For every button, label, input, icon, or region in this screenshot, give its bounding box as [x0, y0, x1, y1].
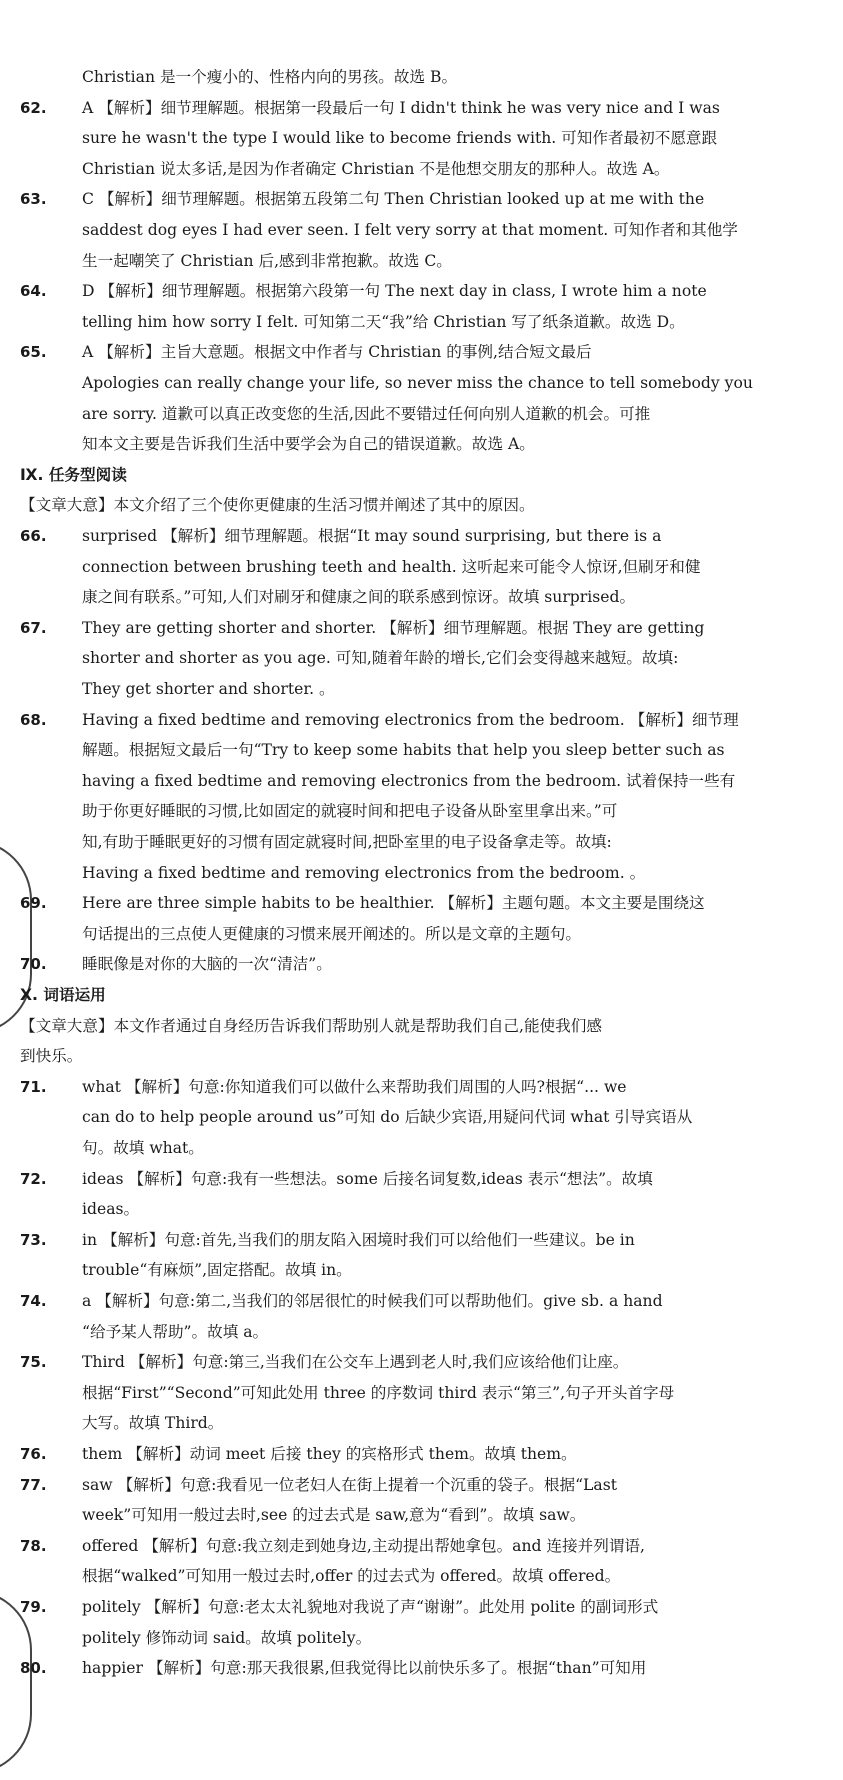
line-text: politely 修饰动词 said。故填 politely。 [82, 1628, 372, 1647]
line-text: 句。故填 what。 [82, 1139, 204, 1157]
line-text: telling him how sorry I felt. 可知第二天“我”给 Christian 写了纸条道歉。故选 D。 [82, 312, 685, 331]
line-text: 【文章大意】本文介绍了三个使你更健康的生活习惯并阐述了其中的原因。 [20, 496, 535, 515]
question-number: 75. [20, 1353, 47, 1372]
question-number: 70. [20, 955, 47, 974]
question-number: 71. [20, 1077, 47, 1096]
line-text: A 【解析】细节理解题。根据第一段最后一句 I didn't think he was very nice and I was [82, 98, 720, 117]
line-text: them 【解析】动词 meet 后接 they 的宾格形式 them。故填 them。 [82, 1445, 577, 1463]
line-text: having a fixed bedtime and removing electronics from the bedroom. 试着保持一些有 [82, 771, 736, 790]
line-text: surprised 【解析】细节理解题。根据“It may sound surprising, but there is a [82, 527, 662, 545]
line-text: 到快乐。 [20, 1047, 83, 1066]
line-text: C 【解析】细节理解题。根据第五段第二句 Then Christian looked up at me with the [82, 190, 705, 209]
line-text: 生一起嘲笑了 Christian 后,感到非常抱歉。故选 C。 [82, 251, 452, 270]
question-number: 69. [20, 894, 47, 913]
line-text: 睡眠像是对你的大脑的一次“清洁”。 [82, 955, 332, 974]
line-text: Ⅸ. 任务型阅读 [20, 465, 127, 484]
line-text: A 【解析】主旨大意题。根据文中作者与 Christian 的事例,结合短文最后 [82, 343, 592, 362]
line-text: happier 【解析】句意:那天我很累,但我觉得比以前快乐多了。根据“than”可知用 [82, 1659, 647, 1678]
line-text: 助于你更好睡眠的习惯,比如固定的就寝时间和把电子设备从卧室里拿出来。”可 [82, 802, 618, 821]
question-number: 67. [20, 618, 47, 637]
line-text: 【文章大意】本文作者通过自身经历告诉我们帮助别人就是帮助我们自己,能使我们感 [20, 1016, 602, 1035]
question-number: 79. [20, 1598, 47, 1616]
question-number: 77. [20, 1475, 47, 1494]
line-text: ideas 【解析】句意:我有一些想法。some 后接名词复数,ideas 表示“想法”。故填 [82, 1169, 653, 1188]
question-number: 72. [20, 1169, 47, 1188]
question-number: 80. [20, 1659, 47, 1678]
line-text: sure he wasn't the type I would like to become friends with. 可知作者最初不愿意跟 [82, 129, 718, 148]
line-text: in 【解析】句意:首先,当我们的朋友陷入困境时我们可以给他们一些建议。be in [82, 1230, 635, 1249]
line-text: connection between brushing teeth and health. 这听起来可能令人惊讶,但刷牙和健 [82, 557, 701, 576]
line-text: what 【解析】句意:你知道我们可以做什么来帮助我们周围的人吗?根据“... we [82, 1077, 627, 1096]
line-text: D 【解析】细节理解题。根据第六段第一句 The next day in class, I wrote him a note [82, 282, 707, 301]
line-text: offered 【解析】句意:我立刻走到她身边,主动提出帮她拿包。and 连接并列谓语, [82, 1536, 645, 1555]
line-text: 解题。根据短文最后一句“Try to keep some habits that help you sleep better such as [82, 741, 725, 760]
line-text: “给予某人帮助”。故填 a。 [82, 1322, 269, 1341]
line-text: can do to help people around us”可知 do 后缺少宾语,用疑问代词 what 引导宾语从 [82, 1108, 693, 1127]
line-text: saddest dog eyes I had ever seen. I felt very sorry at that moment. 可知作者和其他学 [82, 221, 738, 239]
line-text: are sorry. 道歉可以真正改变您的生活,因此不要错过任何向别人道歉的机会。可推 [82, 404, 651, 423]
line-text: 大写。故填 Third。 [82, 1414, 224, 1433]
line-text: politely 【解析】句意:老太太礼貌地对我说了声“谢谢”。此处用 polite 的副词形式 [82, 1598, 659, 1616]
question-number: 76. [20, 1445, 47, 1463]
line-text: ideas。 [82, 1200, 140, 1219]
line-text: Christian 说太多话,是因为作者确定 Christian 不是他想交朋友的那种人。故选 A。 [82, 159, 670, 178]
line-text: They are getting shorter and shorter. 【解析】细节理解题。根据 They are getting [82, 618, 705, 637]
line-text: Having a fixed bedtime and removing electronics from the bedroom. 【解析】细节理 [82, 710, 739, 729]
line-text: shorter and shorter as you age. 可知,随着年龄的增长,它们会变得越来越短。故填: [82, 649, 679, 668]
question-number: 65. [20, 343, 47, 362]
question-number: 78. [20, 1536, 47, 1555]
question-number: 74. [20, 1292, 47, 1310]
line-text: They get shorter and shorter. 。 [82, 680, 335, 698]
question-number: 68. [20, 710, 47, 729]
line-text: Having a fixed bedtime and removing electronics from the bedroom. 。 [82, 863, 646, 882]
question-number: 73. [20, 1230, 47, 1249]
line-text: a 【解析】句意:第二,当我们的邻居很忙的时候我们可以帮助他们。give sb. a hand [82, 1292, 663, 1310]
line-text: 知本文主要是告诉我们生活中要学会为自己的错误道歉。故选 A。 [82, 435, 535, 454]
line-text: Ⅹ. 词语运用 [20, 986, 106, 1004]
line-text: week”可知用一般过去时,see 的过去式是 saw,意为“看到”。故填 saw。 [82, 1506, 586, 1525]
question-number: 64. [20, 282, 47, 301]
question-number: 63. [20, 190, 47, 209]
line-text: Christian 是一个瘦小的、性格内向的男孩。故选 B。 [82, 68, 458, 86]
question-number: 66. [20, 527, 47, 545]
line-text: saw 【解析】句意:我看见一位老妇人在街上提着一个沉重的袋子。根据“Last [82, 1475, 617, 1494]
line-text: Here are three simple habits to be healthier. 【解析】主题句题。本文主要是围绕这 [82, 894, 705, 913]
line-text: Third 【解析】句意:第三,当我们在公交车上遇到老人时,我们应该给他们让座。 [82, 1353, 629, 1372]
line-text: 知,有助于睡眠更好的习惯有固定就寝时间,把卧室里的电子设备拿走等。故填: [82, 833, 612, 851]
line-text: Apologies can really change your life, so never miss the chance to tell somebody you [82, 374, 753, 392]
question-number: 62. [20, 98, 47, 117]
line-text: 康之间有联系。”可知,人们对刷牙和健康之间的联系感到惊讶。故填 surprised。 [82, 588, 636, 607]
line-text: trouble“有麻烦”,固定搭配。故填 in。 [82, 1261, 352, 1280]
line-text: 根据“walked”可知用一般过去时,offer 的过去式为 offered。故填 offered。 [82, 1567, 621, 1586]
line-text: 根据“First”“Second”可知此处用 three 的序数词 third 表示“第三”,句子开头首字母 [82, 1383, 675, 1402]
line-text: 句话提出的三点使人更健康的习惯来展开阐述的。所以是文章的主题句。 [82, 924, 582, 943]
